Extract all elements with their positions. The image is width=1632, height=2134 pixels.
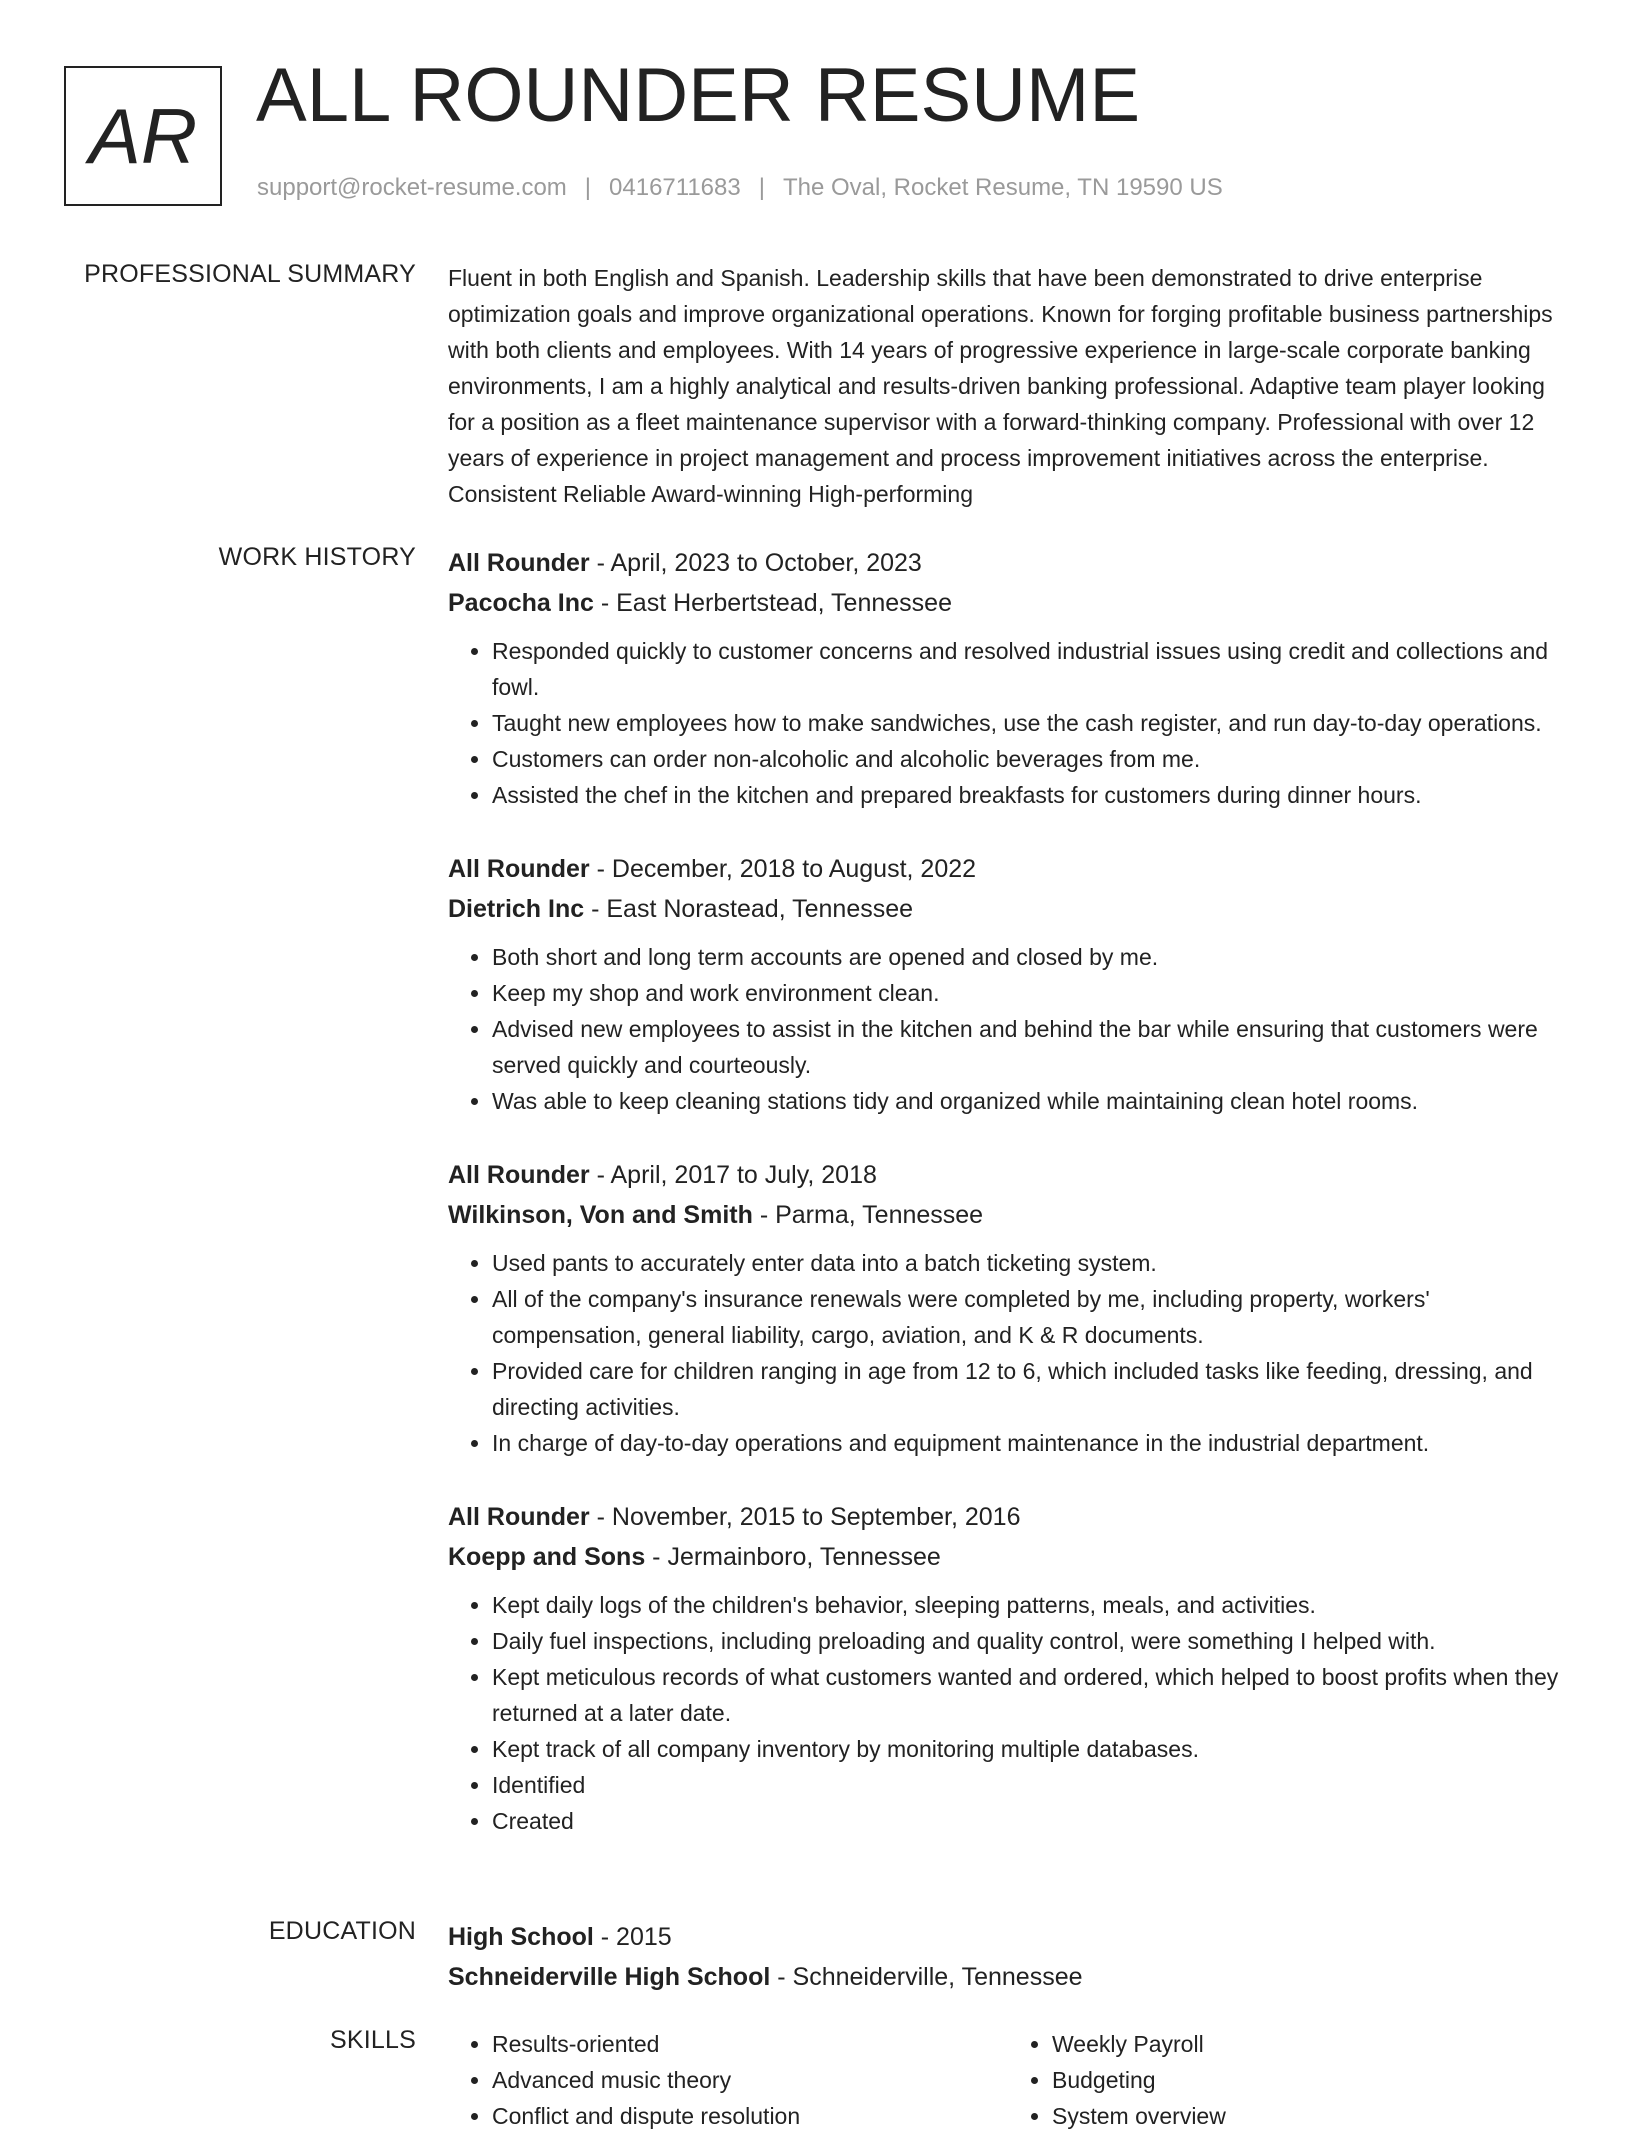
contact-line — [257, 174, 1223, 202]
contact-separator: | — [758, 174, 765, 201]
job-bullets — [448, 1245, 1568, 1461]
job-location: - Jermainboro, Tennessee — [645, 1543, 941, 1571]
job-entry — [448, 849, 1568, 1119]
job-bullet: • Assisted the chef in the kitchen and prepared breakfasts for customers during dinner hours. — [492, 777, 1568, 813]
job-dates: - April, 2023 to October, 2023 — [589, 549, 922, 577]
job-location: - Parma, Tennessee — [752, 1201, 984, 1229]
skill-item: • System overview — [1052, 2098, 1568, 2134]
job-company-line — [448, 583, 1568, 623]
job-company: Dietrich Inc — [448, 895, 585, 923]
job-title: All Rounder — [448, 855, 590, 883]
education-location: - Schneiderville, Tennessee — [770, 1963, 1083, 1991]
skill-item: • Conflict and dispute resolution — [492, 2098, 1008, 2134]
job-bullet: • Daily fuel inspections, including preloading and quality control, were something I helped with. — [492, 1623, 1568, 1659]
monogram-badge: AR — [64, 66, 222, 206]
job-company-line — [448, 1537, 1568, 1577]
skills-list-right — [1008, 2026, 1568, 2134]
job-bullet: • Kept track of all company inventory by monitoring multiple databases. — [492, 1731, 1568, 1767]
job-title: All Rounder — [448, 1161, 590, 1189]
job-dates: - December, 2018 to August, 2022 — [589, 855, 977, 883]
job-title-line — [448, 1155, 1568, 1195]
job-entry — [448, 1497, 1568, 1839]
job-company: Pacocha Inc — [448, 589, 594, 617]
skills-list-left — [448, 2026, 1008, 2134]
contact-phone[interactable]: 0416711683 — [609, 174, 741, 201]
job-bullet: • Created — [492, 1803, 1568, 1839]
job-title-line — [448, 1497, 1568, 1537]
job-location: - East Norastead, Tennessee — [584, 895, 914, 923]
job-bullet: • Advised new employees to assist in the kitchen and behind the bar while ensuring that customers were served quickly and courteously. — [492, 1011, 1568, 1083]
job-entry — [448, 1155, 1568, 1461]
job-bullet: • Used pants to accurately enter data into a batch ticketing system. — [492, 1245, 1568, 1281]
job-title-line — [448, 543, 1568, 583]
job-bullet: • All of the company's insurance renewals were completed by me, including property, workers' compensation, general liability, cargo, aviation, and K & R documents. — [492, 1281, 1568, 1353]
job-company-line — [448, 1195, 1568, 1235]
skills-columns — [448, 2026, 1568, 2134]
job-dates: - April, 2017 to July, 2018 — [589, 1161, 877, 1189]
education-year: - 2015 — [593, 1923, 672, 1951]
skill-item: • Results-oriented — [492, 2026, 1008, 2062]
contact-separator: | — [584, 174, 592, 201]
job-title: All Rounder — [448, 1503, 590, 1531]
job-bullet: • Both short and long term accounts are opened and closed by me. — [492, 939, 1568, 975]
job-bullet: • Kept meticulous records of what customers wanted and ordered, which helped to boost profits when they returned at a later date. — [492, 1659, 1568, 1731]
job-entry — [448, 543, 1568, 813]
job-bullet: • Responded quickly to customer concerns and resolved industrial issues using credit and collections and fowl. — [492, 633, 1568, 705]
job-company-line — [448, 889, 1568, 929]
job-bullets — [448, 939, 1568, 1119]
job-company: Wilkinson, Von and Smith — [448, 1201, 753, 1229]
resume-name: ALL ROUNDER RESUME — [256, 53, 1141, 138]
job-bullets — [448, 633, 1568, 813]
job-bullet: • Kept daily logs of the children's behavior, sleeping patterns, meals, and activities. — [492, 1587, 1568, 1623]
job-bullet: • Was able to keep cleaning stations tidy and organized while maintaining clean hotel rooms. — [492, 1083, 1568, 1119]
job-location: - East Herbertstead, Tennessee — [593, 589, 952, 617]
education-heading: EDUCATION — [268, 1917, 416, 1945]
job-bullet: • Customers can order non-alcoholic and alcoholic beverages from me. — [492, 741, 1568, 777]
summary-heading: PROFESSIONAL SUMMARY — [84, 260, 416, 288]
job-dates: - November, 2015 to September, 2016 — [589, 1503, 1021, 1531]
job-bullet: • Taught new employees how to make sandwiches, use the cash register, and run day-to-day operations. — [492, 705, 1568, 741]
job-bullets — [448, 1587, 1568, 1839]
education-school-line — [448, 1957, 1568, 1997]
education-degree-line — [448, 1917, 1568, 1957]
job-bullet: • Provided care for children ranging in age from 12 to 6, which included tasks like feeding, dressing, and directing activities. — [492, 1353, 1568, 1425]
job-bullet: • Identified — [492, 1767, 1568, 1803]
contact-email[interactable]: support@rocket-resume.com — [257, 174, 567, 201]
skill-item: • Advanced music theory — [492, 2062, 1008, 2098]
education-degree: High School — [448, 1923, 594, 1951]
contact-address: The Oval, Rocket Resume, TN 19590 US — [782, 174, 1223, 201]
job-title: All Rounder — [448, 549, 590, 577]
job-title-line — [448, 849, 1568, 889]
skill-item: • Weekly Payroll — [1052, 2026, 1568, 2062]
job-bullet: • Keep my shop and work environment clean. — [492, 975, 1568, 1011]
job-bullet: • In charge of day-to-day operations and equipment maintenance in the industrial department. — [492, 1425, 1568, 1461]
summary-text: Fluent in both English and Spanish. Leadership skills that have been demonstrated to drive enterprise optimization goals and improve organizational operations. Known for forging profitable business partnerships with both clients and employees. With 14 years of progressive experience in large-scale corporate banking environments, I am a highly analytical and results-driven banking professional. Adaptive team player looking for a position as a fleet maintenance supervisor with a forward-thinking company. Professional with over 12 years of experience in project management and process improvement initiatives across the enterprise. Consistent Reliable Award-winning High-performing — [448, 265, 1553, 507]
education-school: Schneiderville High School — [448, 1963, 771, 1991]
skill-item: • Budgeting — [1052, 2062, 1568, 2098]
skills-heading: SKILLS — [330, 2026, 416, 2054]
job-company: Koepp and Sons — [448, 1543, 646, 1571]
work-history-heading: WORK HISTORY — [218, 543, 416, 571]
